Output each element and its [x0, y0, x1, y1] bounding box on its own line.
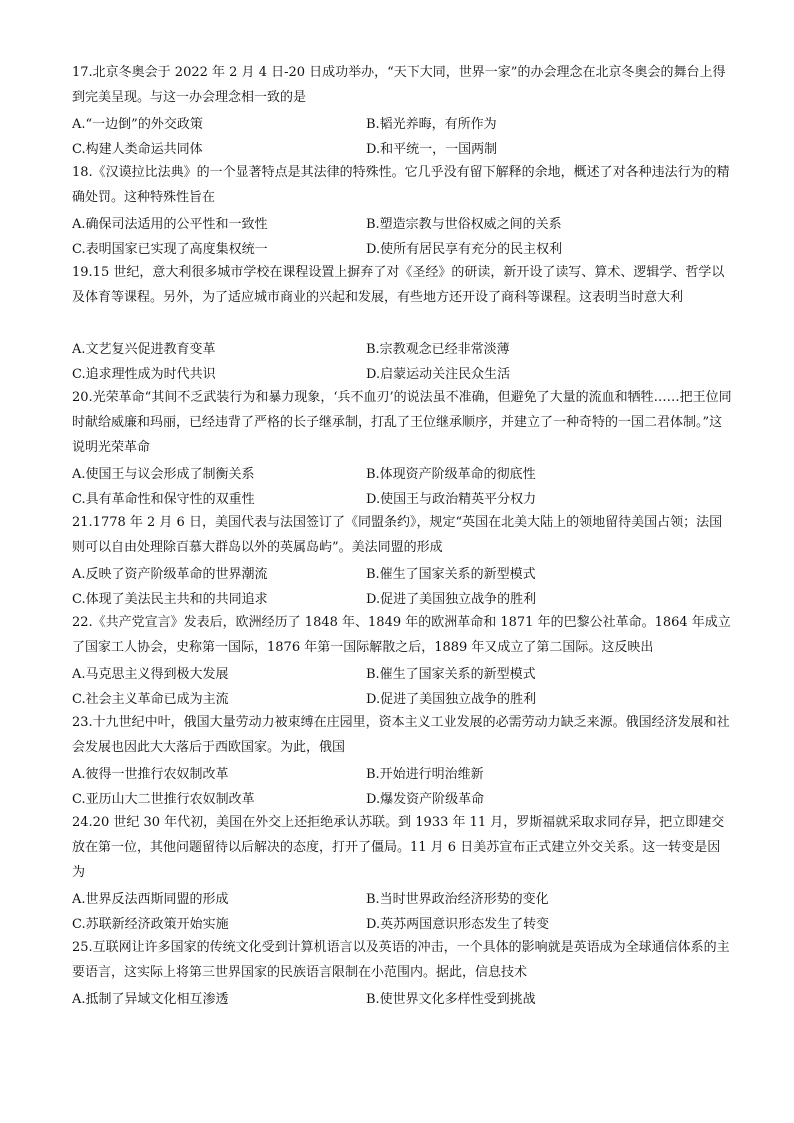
question-24-option-d: D.英苏两国意识形态发生了转变: [366, 917, 550, 932]
question-25-option-a: A.抵制了异域文化相互渗透: [72, 992, 229, 1007]
question-20-option-a: A.使国王与议会形成了制衡关系: [72, 467, 255, 482]
question-17-option-b: B.韬光养晦，有所作为: [366, 117, 497, 132]
question-18-option-a: A.确保司法适用的公平性和一致性: [72, 217, 268, 232]
question-20-stem: 20.光荣革命“其间不乏武装行为和暴力现象，‘兵不血刃’的说法虽不准确，但避免了大量的流血和牺牲……把王位同时献给威廉和玛丽，已经违背了严格的长子继承制，打乱了王位继承顺序，并建立了一种奇特的一国二君体制。”这说明光荣革命: [72, 390, 732, 455]
question-19-option-d: D.启蒙运动关注民众生活: [366, 367, 511, 382]
question-21-option-b: B.催生了国家关系的新型模式: [366, 567, 536, 582]
question-22-option-d: D.促进了美国独立战争的胜利: [366, 692, 537, 707]
question-17-option-c: C.构建人类命运共同体: [72, 142, 203, 157]
question-17-option-a: A.“一边倒”的外交政策: [72, 117, 203, 132]
question-19-stem: 19.15 世纪，意大利很多城市学校在课程设置上摒弃了对《圣经》的研读，新开设了读写、算术、逻辑学、哲学以及体育等课程。另外，为了适应城市商业的兴起和发展，有些地方还开设了商科等课程。这表明当时意大利: [72, 265, 725, 305]
question-18-option-c: C.表明国家已实现了高度集权统一: [72, 242, 268, 257]
question-18-option-d: D.使所有居民享有充分的民主权利: [366, 242, 563, 257]
question-21-option-d: D.促进了美国独立战争的胜利: [366, 592, 537, 607]
question-24-option-c: C.苏联新经济政策开始实施: [72, 917, 229, 932]
question-18-option-b: B.塑造宗教与世俗权威之间的关系: [366, 217, 562, 232]
question-21-option-a: A.反映了资产阶级革命的世界潮流: [72, 567, 268, 582]
question-22-option-b: B.催生了国家关系的新型模式: [366, 667, 536, 682]
question-23-stem: 23.十九世纪中叶，俄国大量劳动力被束缚在庄园里，资本主义工业发展的必需劳动力缺乏来源。俄国经济发展和社会发展也因此大大落后于西欧国家。为此，俄国: [72, 715, 730, 755]
question-23-option-c: C.亚历山大二世推行农奴制改革: [72, 792, 255, 807]
question-21-option-c: C.体现了美法民主共和的共同追求: [72, 592, 268, 607]
question-19-option-c: C.追求理性成为时代共识: [72, 367, 216, 382]
question-19-option-b: B.宗教观念已经非常淡薄: [366, 342, 510, 357]
question-17-option-d: D.和平统一，一国两制: [366, 142, 498, 157]
question-17-stem: 17.北京冬奥会于 2022 年 2 月 4 日-20 日成功举办，“天下大同，世界一家”的办会理念在北京冬奥会的舞台上得到完美呈现。与这一办会理念相一致的是: [72, 65, 726, 105]
question-18-stem: 18.《汉谟拉比法典》的一个显著特点是其法律的特殊性。它几乎没有留下解释的余地，概述了对各种违法行为的精确处罚。这种特殊性旨在: [72, 165, 730, 205]
question-20-option-b: B.体现资产阶级革命的彻底性: [366, 467, 536, 482]
question-22-stem: 22.《共产党宣言》发表后，欧洲经历了 1848 年、1849 年的欧洲革命和 1871 年的巴黎公社革命。1864 年成立了国家工人协会，史称第一国际，1876 年第一国际解散之后，1889 年又成立了第二国际。这反映出: [72, 615, 731, 655]
question-23-option-d: D.爆发资产阶级革命: [366, 792, 485, 807]
question-24-option-b: B.当时世界政治经济形势的变化: [366, 892, 549, 907]
question-22-option-c: C.社会主义革命已成为主流: [72, 692, 229, 707]
question-23-option-b: B.开始进行明治维新: [366, 767, 484, 782]
question-22-option-a: A.马克思主义得到极大发展: [72, 667, 229, 682]
question-20-option-d: D.使国王与政治精英平分权力: [366, 492, 537, 507]
question-20-option-c: C.具有革命性和保守性的双重性: [72, 492, 255, 507]
question-21-stem: 21.1778 年 2 月 6 日，美国代表与法国签订了《同盟条约》，规定“英国在北美大陆上的领地留待美国占领；法国则可以自由处理除百慕大群岛以外的英属岛屿”。美法同盟的形成: [72, 515, 723, 555]
question-25-option-b: B.使世界文化多样性受到挑战: [366, 992, 536, 1007]
question-24-option-a: A.世界反法西斯同盟的形成: [72, 892, 229, 907]
question-25-stem: 25.互联网让许多国家的传统文化受到计算机语言以及英语的冲击，一个具体的影响就是英语成为全球通信体系的主要语言，这实际上将第三世界国家的民族语言限制在小范围内。据此，信息技术: [72, 940, 730, 980]
question-24-stem: 24.20 世纪 30 年代初，美国在外交上还拒绝承认苏联。到 1933 年 11 月，罗斯福就采取求同存异，把立即建交放在第一位，其他问题留待以后解决的态度，打开了僵局。11 月 6 日美苏宣布正式建立外交关系。这一转变是因为: [72, 815, 725, 880]
question-23-option-a: A.彼得一世推行农奴制改革: [72, 767, 229, 782]
question-19-option-a: A.文艺复兴促进教育变革: [72, 342, 216, 357]
